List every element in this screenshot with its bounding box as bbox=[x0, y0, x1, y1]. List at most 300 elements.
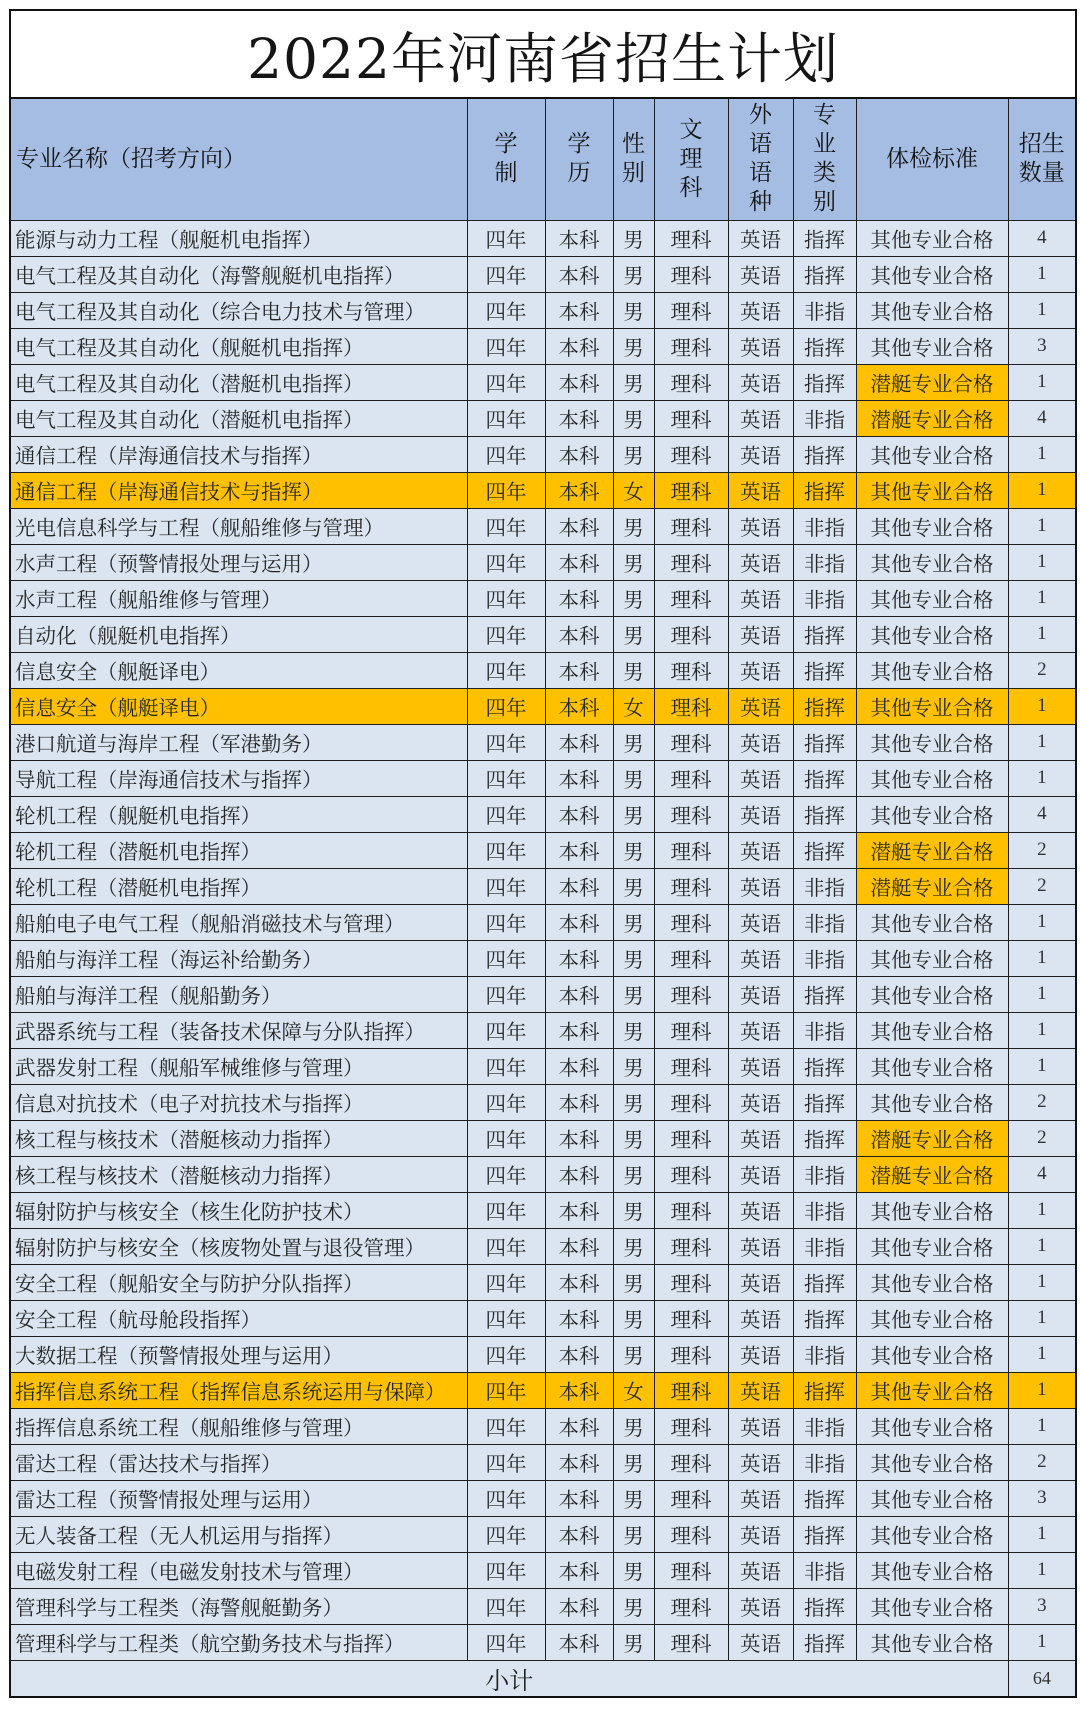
medical-standard-cell: 其他专业合格 bbox=[856, 508, 1008, 544]
major-cell: 船舶与海洋工程（舰船勤务） bbox=[10, 976, 467, 1012]
category-cell: 非指 bbox=[793, 1228, 856, 1264]
gender-cell: 女 bbox=[613, 1372, 654, 1408]
table-row bbox=[10, 1048, 1076, 1084]
quota-cell: 1 bbox=[1008, 580, 1076, 616]
subject-track-header bbox=[654, 98, 728, 220]
duration-cell: 四年 bbox=[467, 832, 545, 868]
category-cell: 非指 bbox=[793, 1408, 856, 1444]
language-cell: 英语 bbox=[728, 292, 793, 328]
quota-cell: 2 bbox=[1008, 652, 1076, 688]
table-row bbox=[10, 544, 1076, 580]
gender-cell: 男 bbox=[613, 832, 654, 868]
gender-cell: 男 bbox=[613, 1552, 654, 1588]
degree-cell: 本科 bbox=[545, 1408, 613, 1444]
language-cell: 英语 bbox=[728, 1300, 793, 1336]
category-cell: 指挥 bbox=[793, 256, 856, 292]
duration-cell: 四年 bbox=[467, 868, 545, 904]
degree-cell: 本科 bbox=[545, 1552, 613, 1588]
degree-cell: 本科 bbox=[545, 1264, 613, 1300]
major-header-label: 专业名称（招考方向） bbox=[16, 145, 246, 172]
duration-cell: 四年 bbox=[467, 220, 545, 256]
table-row bbox=[10, 1408, 1076, 1444]
category-cell: 非指 bbox=[793, 400, 856, 436]
subject-track-cell: 理科 bbox=[654, 1192, 728, 1228]
duration-cell: 四年 bbox=[467, 1012, 545, 1048]
degree-cell: 本科 bbox=[545, 1300, 613, 1336]
table-row bbox=[10, 940, 1076, 976]
quota-cell: 1 bbox=[1008, 1372, 1076, 1408]
degree-cell: 本科 bbox=[545, 832, 613, 868]
quota-cell: 2 bbox=[1008, 1444, 1076, 1480]
quota-cell: 4 bbox=[1008, 400, 1076, 436]
table-row bbox=[10, 976, 1076, 1012]
medical-standard-cell: 潜艇专业合格 bbox=[856, 400, 1008, 436]
major-cell: 信息安全（舰艇译电） bbox=[10, 652, 467, 688]
quota-cell: 1 bbox=[1008, 544, 1076, 580]
gender-cell: 男 bbox=[613, 1588, 654, 1624]
medical-standard-cell: 其他专业合格 bbox=[856, 1228, 1008, 1264]
major-cell: 管理科学与工程类（航空勤务技术与指挥） bbox=[10, 1624, 467, 1660]
major-cell: 光电信息科学与工程（舰船维修与管理） bbox=[10, 508, 467, 544]
category-cell: 指挥 bbox=[793, 1300, 856, 1336]
language-cell: 英语 bbox=[728, 1120, 793, 1156]
major-cell: 安全工程（航母舱段指挥） bbox=[10, 1300, 467, 1336]
subject-track-cell: 理科 bbox=[654, 544, 728, 580]
medical-standard-cell: 其他专业合格 bbox=[856, 688, 1008, 724]
major-cell: 指挥信息系统工程（舰船维修与管理） bbox=[10, 1408, 467, 1444]
degree-cell: 本科 bbox=[545, 652, 613, 688]
degree-cell: 本科 bbox=[545, 544, 613, 580]
language-cell: 英语 bbox=[728, 1480, 793, 1516]
table-row bbox=[10, 292, 1076, 328]
language-cell: 英语 bbox=[728, 688, 793, 724]
language-cell: 英语 bbox=[728, 1192, 793, 1228]
language-cell: 英语 bbox=[728, 472, 793, 508]
duration-cell: 四年 bbox=[467, 544, 545, 580]
gender-cell: 男 bbox=[613, 1516, 654, 1552]
medical-standard-cell: 其他专业合格 bbox=[856, 1336, 1008, 1372]
major-cell: 信息对抗技术（电子对抗技术与指挥） bbox=[10, 1084, 467, 1120]
category-header-label: 专业类别 bbox=[812, 102, 836, 216]
category-cell: 指挥 bbox=[793, 832, 856, 868]
gender-cell: 男 bbox=[613, 436, 654, 472]
category-cell: 非指 bbox=[793, 1192, 856, 1228]
gender-cell: 男 bbox=[613, 1228, 654, 1264]
degree-cell: 本科 bbox=[545, 580, 613, 616]
duration-cell: 四年 bbox=[467, 1552, 545, 1588]
language-cell: 英语 bbox=[728, 904, 793, 940]
subject-track-cell: 理科 bbox=[654, 1264, 728, 1300]
table-row bbox=[10, 760, 1076, 796]
quota-cell: 1 bbox=[1008, 1192, 1076, 1228]
language-cell: 英语 bbox=[728, 868, 793, 904]
category-cell: 非指 bbox=[793, 940, 856, 976]
major-cell: 武器发射工程（舰船军械维修与管理） bbox=[10, 1048, 467, 1084]
quota-cell: 1 bbox=[1008, 508, 1076, 544]
major-cell: 电气工程及其自动化（潜艇机电指挥） bbox=[10, 364, 467, 400]
degree-cell: 本科 bbox=[545, 760, 613, 796]
subtotal-quota: 64 bbox=[1008, 1660, 1076, 1697]
subject-track-cell: 理科 bbox=[654, 1372, 728, 1408]
gender-cell: 男 bbox=[613, 1120, 654, 1156]
column-header-row bbox=[10, 98, 1076, 220]
quota-cell: 4 bbox=[1008, 220, 1076, 256]
category-cell: 指挥 bbox=[793, 1264, 856, 1300]
category-cell: 非指 bbox=[793, 508, 856, 544]
duration-cell: 四年 bbox=[467, 1084, 545, 1120]
quota-cell: 2 bbox=[1008, 1120, 1076, 1156]
duration-cell: 四年 bbox=[467, 1228, 545, 1264]
duration-cell: 四年 bbox=[467, 1264, 545, 1300]
medical-standard-cell: 其他专业合格 bbox=[856, 544, 1008, 580]
medical-standard-cell: 其他专业合格 bbox=[856, 616, 1008, 652]
medical-standard-cell: 其他专业合格 bbox=[856, 1084, 1008, 1120]
language-cell: 英语 bbox=[728, 1588, 793, 1624]
quota-cell: 1 bbox=[1008, 760, 1076, 796]
language-cell: 英语 bbox=[728, 652, 793, 688]
medical-standard-cell: 其他专业合格 bbox=[856, 1192, 1008, 1228]
degree-cell: 本科 bbox=[545, 688, 613, 724]
quota-cell: 1 bbox=[1008, 472, 1076, 508]
table-row bbox=[10, 1012, 1076, 1048]
quota-cell: 1 bbox=[1008, 256, 1076, 292]
quota-cell: 1 bbox=[1008, 724, 1076, 760]
major-cell: 辐射防护与核安全（核废物处置与退役管理） bbox=[10, 1228, 467, 1264]
table-row bbox=[10, 400, 1076, 436]
language-cell: 英语 bbox=[728, 1264, 793, 1300]
gender-cell: 男 bbox=[613, 1624, 654, 1660]
subject-track-cell: 理科 bbox=[654, 1336, 728, 1372]
language-cell: 英语 bbox=[728, 580, 793, 616]
major-cell: 电磁发射工程（电磁发射技术与管理） bbox=[10, 1552, 467, 1588]
duration-cell: 四年 bbox=[467, 1624, 545, 1660]
quota-cell: 1 bbox=[1008, 976, 1076, 1012]
table-row bbox=[10, 832, 1076, 868]
degree-cell: 本科 bbox=[545, 1048, 613, 1084]
table-row bbox=[10, 1120, 1076, 1156]
category-cell: 指挥 bbox=[793, 1588, 856, 1624]
language-cell: 英语 bbox=[728, 364, 793, 400]
gender-cell: 女 bbox=[613, 472, 654, 508]
gender-cell: 女 bbox=[613, 688, 654, 724]
major-cell: 无人装备工程（无人机运用与指挥） bbox=[10, 1516, 467, 1552]
gender-cell: 男 bbox=[613, 1444, 654, 1480]
subject-track-cell: 理科 bbox=[654, 1624, 728, 1660]
duration-header bbox=[467, 98, 545, 220]
duration-cell: 四年 bbox=[467, 760, 545, 796]
medical-standard-cell: 其他专业合格 bbox=[856, 1048, 1008, 1084]
language-cell: 英语 bbox=[728, 508, 793, 544]
quota-cell: 1 bbox=[1008, 1048, 1076, 1084]
quota-cell: 2 bbox=[1008, 1084, 1076, 1120]
medical-standard-header-label: 体检标准 bbox=[886, 145, 978, 172]
major-cell: 船舶电子电气工程（舰船消磁技术与管理） bbox=[10, 904, 467, 940]
major-cell: 通信工程（岸海通信技术与指挥） bbox=[10, 436, 467, 472]
duration-cell: 四年 bbox=[467, 292, 545, 328]
language-header-label: 外语语种 bbox=[748, 102, 772, 216]
category-cell: 非指 bbox=[793, 1336, 856, 1372]
language-cell: 英语 bbox=[728, 940, 793, 976]
major-cell: 电气工程及其自动化（综合电力技术与管理） bbox=[10, 292, 467, 328]
category-cell: 指挥 bbox=[793, 760, 856, 796]
category-cell: 指挥 bbox=[793, 652, 856, 688]
language-cell: 英语 bbox=[728, 1624, 793, 1660]
quota-cell: 1 bbox=[1008, 904, 1076, 940]
enrollment-plan-table bbox=[9, 9, 1077, 1698]
table-row bbox=[10, 1372, 1076, 1408]
table-row bbox=[10, 508, 1076, 544]
duration-cell: 四年 bbox=[467, 1120, 545, 1156]
subject-track-cell: 理科 bbox=[654, 220, 728, 256]
language-cell: 英语 bbox=[728, 1084, 793, 1120]
medical-standard-cell: 其他专业合格 bbox=[856, 1264, 1008, 1300]
major-cell: 港口航道与海岸工程（军港勤务） bbox=[10, 724, 467, 760]
degree-cell: 本科 bbox=[545, 1336, 613, 1372]
medical-standard-cell: 潜艇专业合格 bbox=[856, 1120, 1008, 1156]
subject-track-cell: 理科 bbox=[654, 1588, 728, 1624]
quota-cell: 1 bbox=[1008, 1516, 1076, 1552]
table-row bbox=[10, 1444, 1076, 1480]
quota-cell: 1 bbox=[1008, 616, 1076, 652]
quota-cell: 2 bbox=[1008, 868, 1076, 904]
title-row bbox=[10, 10, 1076, 98]
category-cell: 指挥 bbox=[793, 1120, 856, 1156]
subject-track-cell: 理科 bbox=[654, 328, 728, 364]
gender-cell: 男 bbox=[613, 364, 654, 400]
duration-cell: 四年 bbox=[467, 1444, 545, 1480]
medical-standard-cell: 其他专业合格 bbox=[856, 904, 1008, 940]
subject-track-cell: 理科 bbox=[654, 832, 728, 868]
gender-cell: 男 bbox=[613, 1156, 654, 1192]
duration-header-label: 学制 bbox=[494, 131, 518, 187]
medical-standard-cell: 其他专业合格 bbox=[856, 292, 1008, 328]
subject-track-cell: 理科 bbox=[654, 940, 728, 976]
duration-cell: 四年 bbox=[467, 976, 545, 1012]
quota-cell: 1 bbox=[1008, 292, 1076, 328]
medical-standard-cell: 其他专业合格 bbox=[856, 1444, 1008, 1480]
degree-cell: 本科 bbox=[545, 256, 613, 292]
medical-standard-cell: 其他专业合格 bbox=[856, 1372, 1008, 1408]
gender-cell: 男 bbox=[613, 1048, 654, 1084]
quota-cell: 1 bbox=[1008, 1552, 1076, 1588]
medical-standard-cell: 其他专业合格 bbox=[856, 760, 1008, 796]
subject-track-cell: 理科 bbox=[654, 652, 728, 688]
gender-cell: 男 bbox=[613, 1192, 654, 1228]
duration-cell: 四年 bbox=[467, 652, 545, 688]
duration-cell: 四年 bbox=[467, 1192, 545, 1228]
gender-cell: 男 bbox=[613, 1300, 654, 1336]
language-cell: 英语 bbox=[728, 544, 793, 580]
language-header bbox=[728, 98, 793, 220]
medical-standard-cell: 其他专业合格 bbox=[856, 796, 1008, 832]
degree-header bbox=[545, 98, 613, 220]
gender-cell: 男 bbox=[613, 1264, 654, 1300]
major-cell: 大数据工程（预警情报处理与运用） bbox=[10, 1336, 467, 1372]
degree-cell: 本科 bbox=[545, 1012, 613, 1048]
duration-cell: 四年 bbox=[467, 1156, 545, 1192]
table-row bbox=[10, 580, 1076, 616]
major-cell: 信息安全（舰艇译电） bbox=[10, 688, 467, 724]
medical-standard-cell: 其他专业合格 bbox=[856, 1588, 1008, 1624]
category-cell: 指挥 bbox=[793, 1624, 856, 1660]
gender-cell: 男 bbox=[613, 616, 654, 652]
medical-standard-cell: 其他专业合格 bbox=[856, 1516, 1008, 1552]
gender-cell: 男 bbox=[613, 220, 654, 256]
language-cell: 英语 bbox=[728, 328, 793, 364]
subject-track-cell: 理科 bbox=[654, 1552, 728, 1588]
degree-cell: 本科 bbox=[545, 292, 613, 328]
major-cell: 雷达工程（雷达技术与指挥） bbox=[10, 1444, 467, 1480]
medical-standard-cell: 其他专业合格 bbox=[856, 1012, 1008, 1048]
duration-cell: 四年 bbox=[467, 508, 545, 544]
quota-header-label: 招生数量 bbox=[1018, 131, 1065, 187]
duration-cell: 四年 bbox=[467, 580, 545, 616]
subject-track-cell: 理科 bbox=[654, 256, 728, 292]
degree-cell: 本科 bbox=[545, 868, 613, 904]
medical-standard-cell: 其他专业合格 bbox=[856, 940, 1008, 976]
duration-cell: 四年 bbox=[467, 1408, 545, 1444]
category-cell: 指挥 bbox=[793, 688, 856, 724]
degree-cell: 本科 bbox=[545, 1516, 613, 1552]
category-cell: 非指 bbox=[793, 1012, 856, 1048]
category-cell: 非指 bbox=[793, 544, 856, 580]
table-row bbox=[10, 256, 1076, 292]
medical-standard-cell: 潜艇专业合格 bbox=[856, 1156, 1008, 1192]
quota-cell: 4 bbox=[1008, 796, 1076, 832]
subject-track-cell: 理科 bbox=[654, 724, 728, 760]
duration-cell: 四年 bbox=[467, 1300, 545, 1336]
major-cell: 轮机工程（潜艇机电指挥） bbox=[10, 832, 467, 868]
degree-cell: 本科 bbox=[545, 1084, 613, 1120]
major-cell: 导航工程（岸海通信技术与指挥） bbox=[10, 760, 467, 796]
quota-cell: 1 bbox=[1008, 1408, 1076, 1444]
degree-cell: 本科 bbox=[545, 1192, 613, 1228]
medical-standard-cell: 其他专业合格 bbox=[856, 256, 1008, 292]
language-cell: 英语 bbox=[728, 1516, 793, 1552]
duration-cell: 四年 bbox=[467, 1048, 545, 1084]
category-cell: 指挥 bbox=[793, 1048, 856, 1084]
language-cell: 英语 bbox=[728, 436, 793, 472]
table-row bbox=[10, 1156, 1076, 1192]
gender-cell: 男 bbox=[613, 940, 654, 976]
language-cell: 英语 bbox=[728, 220, 793, 256]
duration-cell: 四年 bbox=[467, 688, 545, 724]
major-cell: 电气工程及其自动化（海警舰艇机电指挥） bbox=[10, 256, 467, 292]
gender-cell: 男 bbox=[613, 652, 654, 688]
medical-standard-cell: 其他专业合格 bbox=[856, 1300, 1008, 1336]
major-cell: 核工程与核技术（潜艇核动力指挥） bbox=[10, 1120, 467, 1156]
language-cell: 英语 bbox=[728, 1372, 793, 1408]
degree-cell: 本科 bbox=[545, 724, 613, 760]
subject-track-cell: 理科 bbox=[654, 400, 728, 436]
duration-cell: 四年 bbox=[467, 1480, 545, 1516]
language-cell: 英语 bbox=[728, 1228, 793, 1264]
category-cell: 非指 bbox=[793, 1156, 856, 1192]
degree-cell: 本科 bbox=[545, 796, 613, 832]
medical-standard-cell: 潜艇专业合格 bbox=[856, 364, 1008, 400]
medical-standard-cell: 其他专业合格 bbox=[856, 724, 1008, 760]
table-row bbox=[10, 1300, 1076, 1336]
subject-track-cell: 理科 bbox=[654, 976, 728, 1012]
subject-track-cell: 理科 bbox=[654, 1084, 728, 1120]
table-body bbox=[10, 220, 1076, 1660]
table-row bbox=[10, 1588, 1076, 1624]
major-cell: 轮机工程（潜艇机电指挥） bbox=[10, 868, 467, 904]
medical-standard-cell: 潜艇专业合格 bbox=[856, 868, 1008, 904]
category-cell: 指挥 bbox=[793, 1516, 856, 1552]
table-row bbox=[10, 472, 1076, 508]
table-row bbox=[10, 1480, 1076, 1516]
table-row bbox=[10, 616, 1076, 652]
major-cell: 指挥信息系统工程（指挥信息系统运用与保障） bbox=[10, 1372, 467, 1408]
category-cell: 非指 bbox=[793, 580, 856, 616]
subject-track-cell: 理科 bbox=[654, 1480, 728, 1516]
table-row bbox=[10, 652, 1076, 688]
degree-cell: 本科 bbox=[545, 400, 613, 436]
subject-track-cell: 理科 bbox=[654, 760, 728, 796]
duration-cell: 四年 bbox=[467, 724, 545, 760]
gender-cell: 男 bbox=[613, 508, 654, 544]
quota-cell: 3 bbox=[1008, 328, 1076, 364]
table-row bbox=[10, 364, 1076, 400]
quota-cell: 1 bbox=[1008, 364, 1076, 400]
major-cell: 电气工程及其自动化（潜艇机电指挥） bbox=[10, 400, 467, 436]
category-cell: 指挥 bbox=[793, 472, 856, 508]
subject-track-cell: 理科 bbox=[654, 1012, 728, 1048]
degree-cell: 本科 bbox=[545, 508, 613, 544]
category-cell: 指挥 bbox=[793, 328, 856, 364]
table-row bbox=[10, 436, 1076, 472]
medical-standard-cell: 其他专业合格 bbox=[856, 652, 1008, 688]
quota-cell: 2 bbox=[1008, 832, 1076, 868]
category-cell: 指挥 bbox=[793, 616, 856, 652]
category-cell: 指挥 bbox=[793, 976, 856, 1012]
quota-cell: 1 bbox=[1008, 1012, 1076, 1048]
quota-cell: 1 bbox=[1008, 1624, 1076, 1660]
table-row bbox=[10, 1192, 1076, 1228]
language-cell: 英语 bbox=[728, 1012, 793, 1048]
table-row bbox=[10, 1552, 1076, 1588]
table-row bbox=[10, 868, 1076, 904]
table-row bbox=[10, 1516, 1076, 1552]
subject-track-cell: 理科 bbox=[654, 616, 728, 652]
language-cell: 英语 bbox=[728, 724, 793, 760]
degree-cell: 本科 bbox=[545, 976, 613, 1012]
subject-track-cell: 理科 bbox=[654, 1444, 728, 1480]
medical-standard-cell: 其他专业合格 bbox=[856, 436, 1008, 472]
subject-track-cell: 理科 bbox=[654, 796, 728, 832]
subject-track-cell: 理科 bbox=[654, 1156, 728, 1192]
major-cell: 管理科学与工程类（海警舰艇勤务） bbox=[10, 1588, 467, 1624]
table-row bbox=[10, 220, 1076, 256]
medical-standard-cell: 其他专业合格 bbox=[856, 976, 1008, 1012]
medical-standard-cell: 其他专业合格 bbox=[856, 328, 1008, 364]
table-row bbox=[10, 1228, 1076, 1264]
duration-cell: 四年 bbox=[467, 1372, 545, 1408]
major-cell: 轮机工程（舰艇机电指挥） bbox=[10, 796, 467, 832]
category-cell: 非指 bbox=[793, 904, 856, 940]
table-row bbox=[10, 1264, 1076, 1300]
medical-standard-cell: 其他专业合格 bbox=[856, 472, 1008, 508]
subject-track-cell: 理科 bbox=[654, 472, 728, 508]
table-row bbox=[10, 904, 1076, 940]
quota-cell: 1 bbox=[1008, 1300, 1076, 1336]
category-cell: 指挥 bbox=[793, 364, 856, 400]
gender-cell: 男 bbox=[613, 1408, 654, 1444]
gender-cell: 男 bbox=[613, 400, 654, 436]
category-cell: 非指 bbox=[793, 292, 856, 328]
gender-cell: 男 bbox=[613, 256, 654, 292]
